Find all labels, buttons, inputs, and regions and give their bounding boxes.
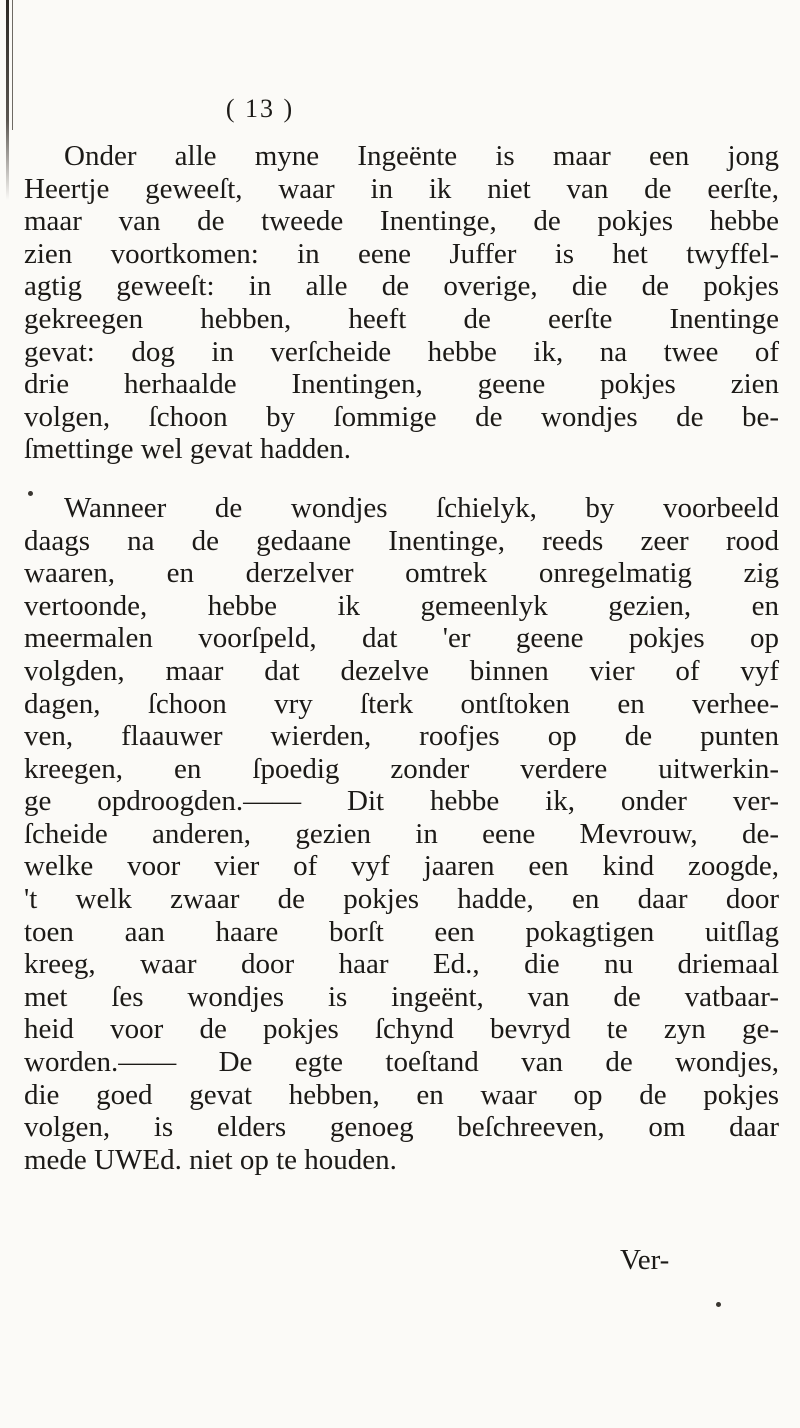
text-line: volgden, maar dat dezelve binnen vier of vyf	[24, 654, 779, 687]
text-line: ſcheide anderen, gezien in eene Mevrouw, de-	[24, 817, 779, 850]
binding-edge	[12, 0, 13, 130]
text-line: waaren, en derzelver omtrek onregelmatig zig	[24, 557, 779, 590]
text-line: maar van de tweede Inentinge, de pokjes hebbe	[24, 205, 779, 238]
text-line: gevat: dog in verſcheide hebbe ik, na twee of	[24, 335, 779, 368]
text-line: ſmettinge wel gevat hadden.	[24, 433, 351, 466]
body-text	[24, 140, 779, 1176]
paragraph-gap	[24, 466, 779, 492]
text-line: drie herhaalde Inentingen, geene pokjes zien	[24, 368, 779, 401]
text-line: heid voor de pokjes ſchynd bevryd te zyn ge-	[24, 1013, 779, 1046]
binding-shadow	[6, 0, 9, 200]
text-line: volgen, is elders genoeg beſchreeven, om daar	[24, 1111, 779, 1144]
text-line: Onder alle myne Ingeënte is maar een jong	[64, 140, 779, 172]
text-line: gekreegen hebben, heeft de eerſte Inentinge	[24, 302, 779, 335]
text-line: ven, flaauwer wierden, roofjes op de punten	[24, 720, 779, 753]
text-line: daags na de gedaane Inentinge, reeds zeer rood	[24, 524, 779, 557]
text-line: vertoonde, hebbe ik gemeenlyk gezien, en	[24, 589, 779, 622]
text-line: 't welk zwaar de pokjes hadde, en daar door	[24, 883, 779, 916]
text-line: toen aan haare borſt een pokagtigen uitſlag	[24, 915, 779, 948]
text-line: kreegen, en ſpoedig zonder verdere uitwerkin-	[24, 752, 779, 785]
text-line: volgen, ſchoon by ſommige de wondjes de be-	[24, 400, 779, 433]
page-number: ( 13 )	[225, 94, 295, 123]
catchword: Ver-	[620, 1244, 670, 1276]
text-line: Wanneer de wondjes ſchielyk, by voorbeeld	[64, 491, 779, 524]
paragraph-1	[24, 140, 779, 466]
text-line: mede UWEd. niet op te houden.	[24, 1143, 397, 1176]
ink-speck	[716, 1302, 721, 1307]
text-line: ge opdroogden.—— Dit hebbe ik, onder ver-	[24, 785, 779, 818]
text-line: kreeg, waar door haar Ed., die nu driemaal	[24, 948, 779, 981]
text-line: dagen, ſchoon vry ſterk ontſtoken en verhee-	[24, 687, 779, 720]
ink-speck	[28, 491, 33, 496]
text-line: meermalen voorſpeld, dat 'er geene pokjes op	[24, 622, 779, 655]
text-line: zien voortkomen: in eene Juffer is het twyffel-	[24, 237, 779, 270]
paragraph-2	[24, 492, 779, 1176]
text-line: Heertje geweeſt, waar in ik niet van de eerſte,	[24, 172, 779, 205]
text-line: welke voor vier of vyf jaaren een kind zoogde,	[24, 850, 779, 883]
text-line: die goed gevat hebben, en waar op de pokjes	[24, 1078, 779, 1111]
text-line: met ſes wondjes is ingeënt, van de vatbaar-	[24, 980, 779, 1013]
text-line: agtig geweeſt: in alle de overige, die de pokjes	[24, 270, 779, 303]
text-line: worden.—— De egte toeſtand van de wondjes,	[24, 1046, 779, 1079]
